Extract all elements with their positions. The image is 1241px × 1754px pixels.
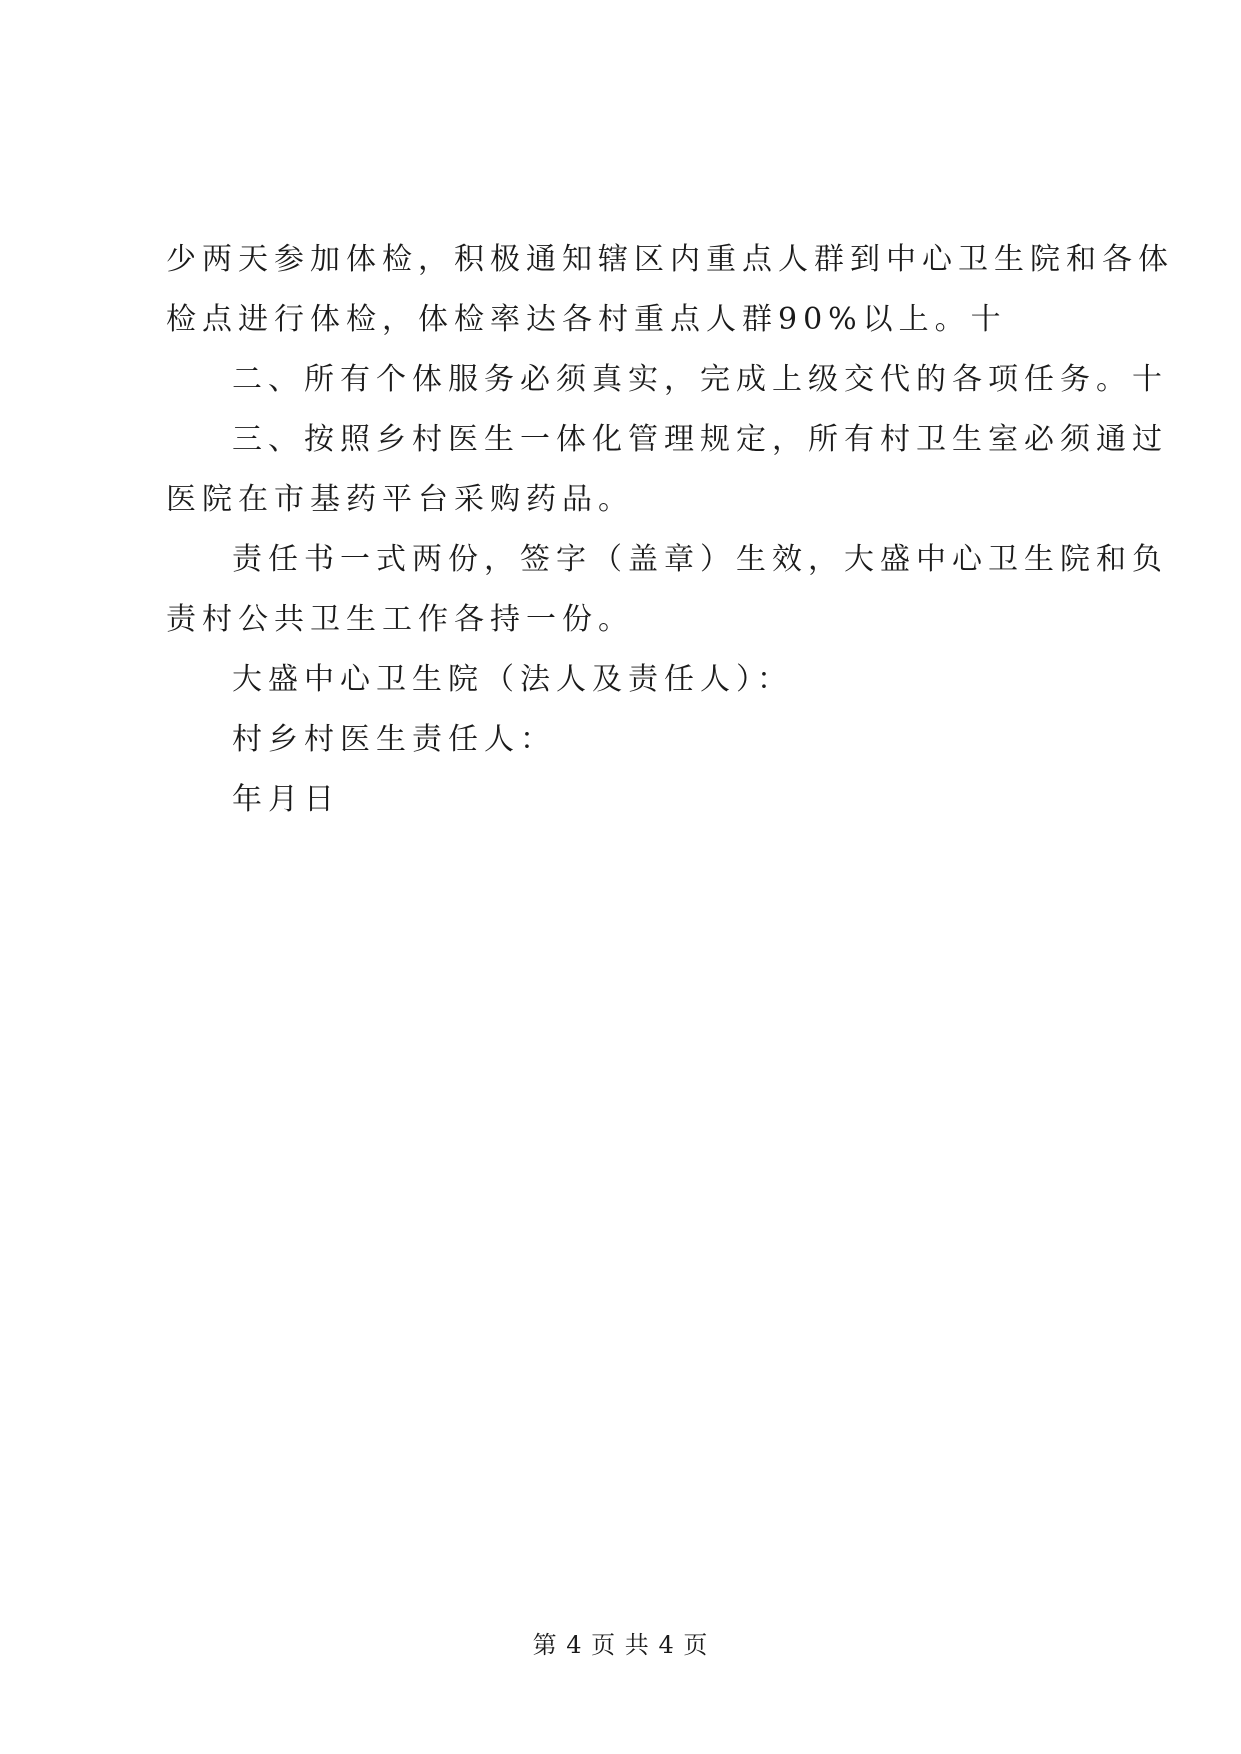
body-line: 三、按照乡村医生一体化管理规定，所有村卫生室必须通过 (232, 422, 1168, 457)
signature-hospital-line: 大盛中心卫生院（法人及责任人）： (232, 662, 793, 697)
document-body (166, 230, 1174, 830)
body-line: 责任书一式两份，签字（盖章）生效，大盛中心卫生院和负 (232, 542, 1168, 577)
body-line: 医院在市基药平台采购药品。 (166, 482, 634, 517)
body-line: 少两天参加体检，积极通知辖区内重点人群到中心卫生院和各体 (166, 242, 1174, 277)
body-line: 检点进行体检，体检率达各村重点人群90%以上。十 (166, 302, 1007, 337)
signature-doctor-line: 村乡村医生责任人： (232, 722, 556, 757)
date-line: 年月日 (232, 782, 340, 817)
body-line: 责村公共卫生工作各持一份。 (166, 602, 634, 637)
page-number-footer: 第 4 页 共 4 页 (532, 1631, 709, 1659)
body-line: 二、所有个体服务必须真实，完成上级交代的各项任务。十 (232, 362, 1168, 397)
